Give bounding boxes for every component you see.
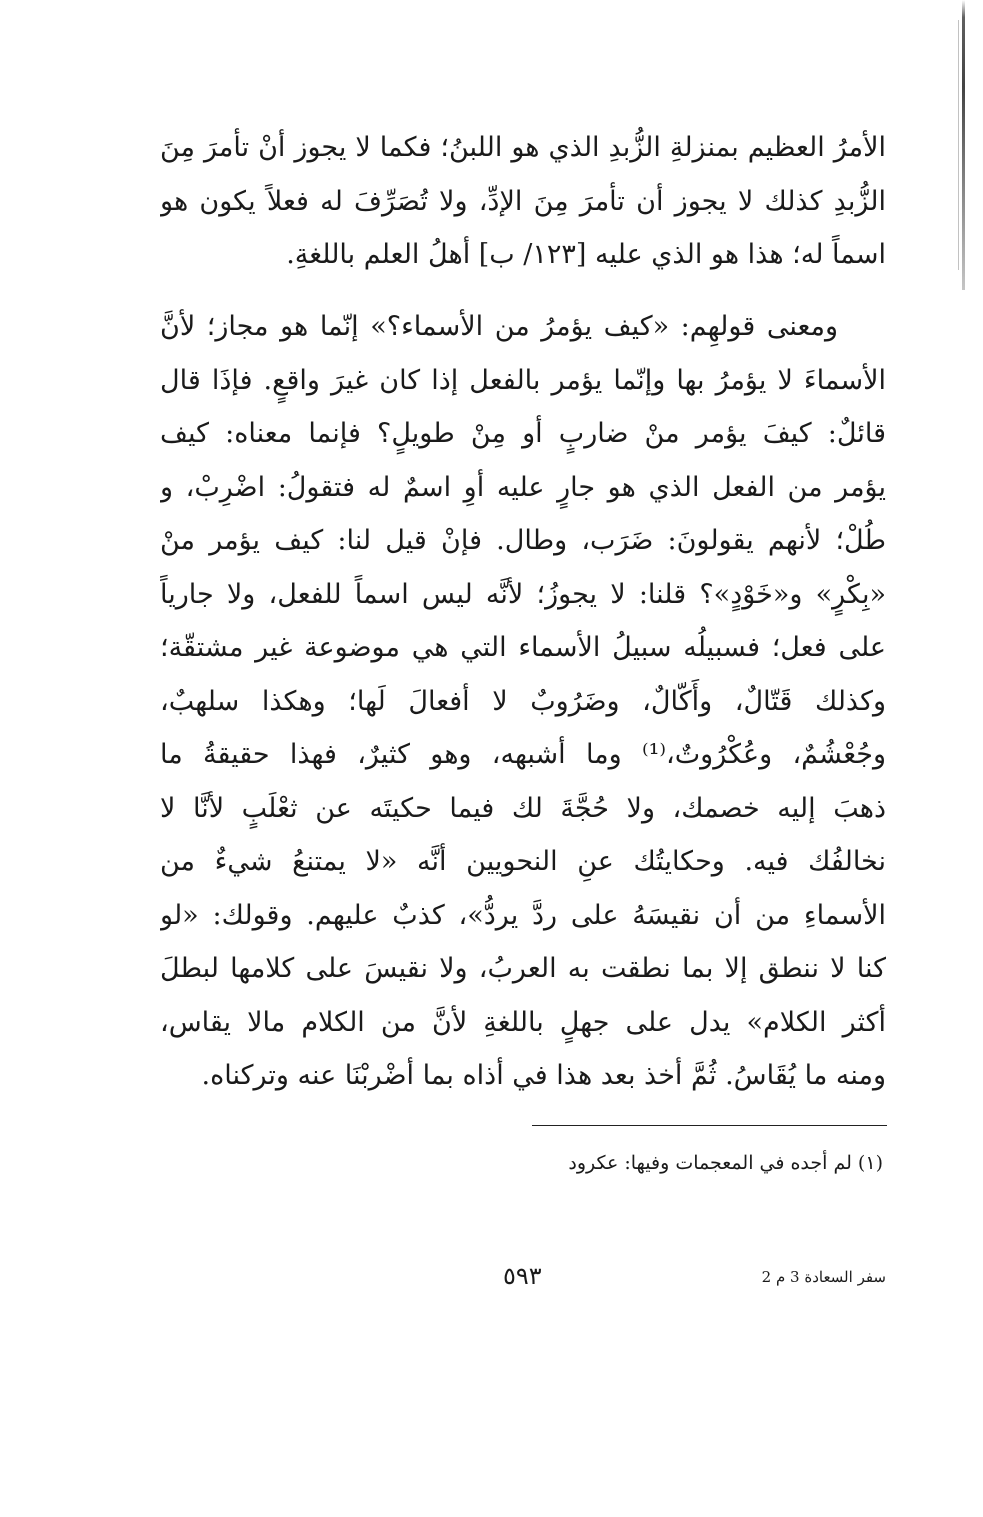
text-line: الزُّبدِ كذلك لا يجوز أن تأمرَ مِنَ الإدِّ، ولا تُصَرِّفَ له فعلاً يكون هو	[160, 185, 886, 217]
text-line: على فعل؛ فسبيلُه سبيلُ الأسماء التي هي موضوعة غير مشتقّة؛	[160, 632, 886, 663]
page-footer	[160, 1262, 886, 1302]
page-number: ٥٩٣	[503, 1262, 542, 1290]
scan-edge-artifact	[962, 0, 965, 290]
text-line: الأسماءِ من أن نقيسَهُ على ردَّ يردُّ»، كذبٌ عليهم. وقولك: «لو	[160, 899, 886, 931]
footnote: (١) لم أجده في المعجمات وفيها: عكرود	[568, 1152, 883, 1174]
paragraph-1	[160, 121, 886, 282]
text-line: قائلٌ: كيفَ يؤمر منْ ضاربٍ أو مِنْ طويلٍ؟ فإنما معناه: كيف	[160, 418, 886, 449]
text-line: يؤمر من الفعل الذي هو جارٍ عليه أوِ اسمٌ له فتقولُ: اضْرِبْ، و	[160, 471, 886, 503]
text-line: اسماً له؛ هذا هو الذي عليه [١٢٣/ ب] أهلُ العلم باللغةِ.	[286, 239, 886, 270]
text-line: ومنه ما يُقَاسُ. ثُمَّ أخذ بعد هذا في أذاه بما أضْربْنَا عنه وتركناه.	[201, 1060, 886, 1091]
text-line: الأمرُ العظيم بمنزلةِ الزُّبدِ الذي هو اللبنُ؛ فكما لا يجوز أنْ تأمرَ مِنَ	[160, 132, 886, 163]
text-line: نخالفُك فيه. وحكايتُك عنِ النحويين أنَّه «لا يمتنعُ شيءٌ من	[160, 846, 886, 877]
book-signature: سفر السعادة 3 م 2	[761, 1268, 886, 1286]
text-line: «بِكْرٍ» و«خَوْدٍ»؟ قلنا: لا يجوزُ؛ لأنَّه ليس اسماً للفعل، ولا جارياً	[160, 578, 886, 610]
text-line: الأسماءَ لا يؤمرُ بها وإنّما يؤمر بالفعل إذا كان غيرَ واقعٍ. فإذَا قال	[160, 364, 886, 396]
text-line: كنا لا ننطق إلا بما نطقت به العربُ، ولا نقيسَ على كلامها لبطلَ	[160, 953, 886, 984]
text-line: ومعنى قولهِم: «كيف يؤمرُ من الأسماء؟» إنّما هو مجاز؛ لأنَّ	[160, 311, 838, 342]
paragraph-2	[160, 300, 886, 1103]
text-line: أكثر الكلام» يدل على جهلٍ باللغةِ لأنَّ من الكلام مالا يقاس،	[160, 1006, 886, 1038]
text-line: ذهبَ إليه خصمك، ولا حُجَّةَ لك فيما حكيتَه عن ثعْلَبٍ لأنَّا لا	[160, 792, 886, 824]
text-line: طُلْ؛ لأنهم يقولونَ: ضَرَب، وطال. فإنْ قيل لنا: كيف يؤمر منْ	[160, 525, 886, 556]
text-line: وجُعْشُمٌ، وعُكْرُوتٌ،⁽¹⁾ وما أشبهه، وهو كثيرٌ، فهذا حقيقةُ ما	[160, 739, 886, 770]
footnote-divider	[532, 1125, 887, 1126]
scan-edge-line	[958, 20, 959, 270]
text-line: وكذلك قَتّالٌ، وأَكّالٌ، وضَرُوبٌ لا أفعالَ لَها؛ وهكذا سلهبٌ،	[160, 685, 886, 717]
